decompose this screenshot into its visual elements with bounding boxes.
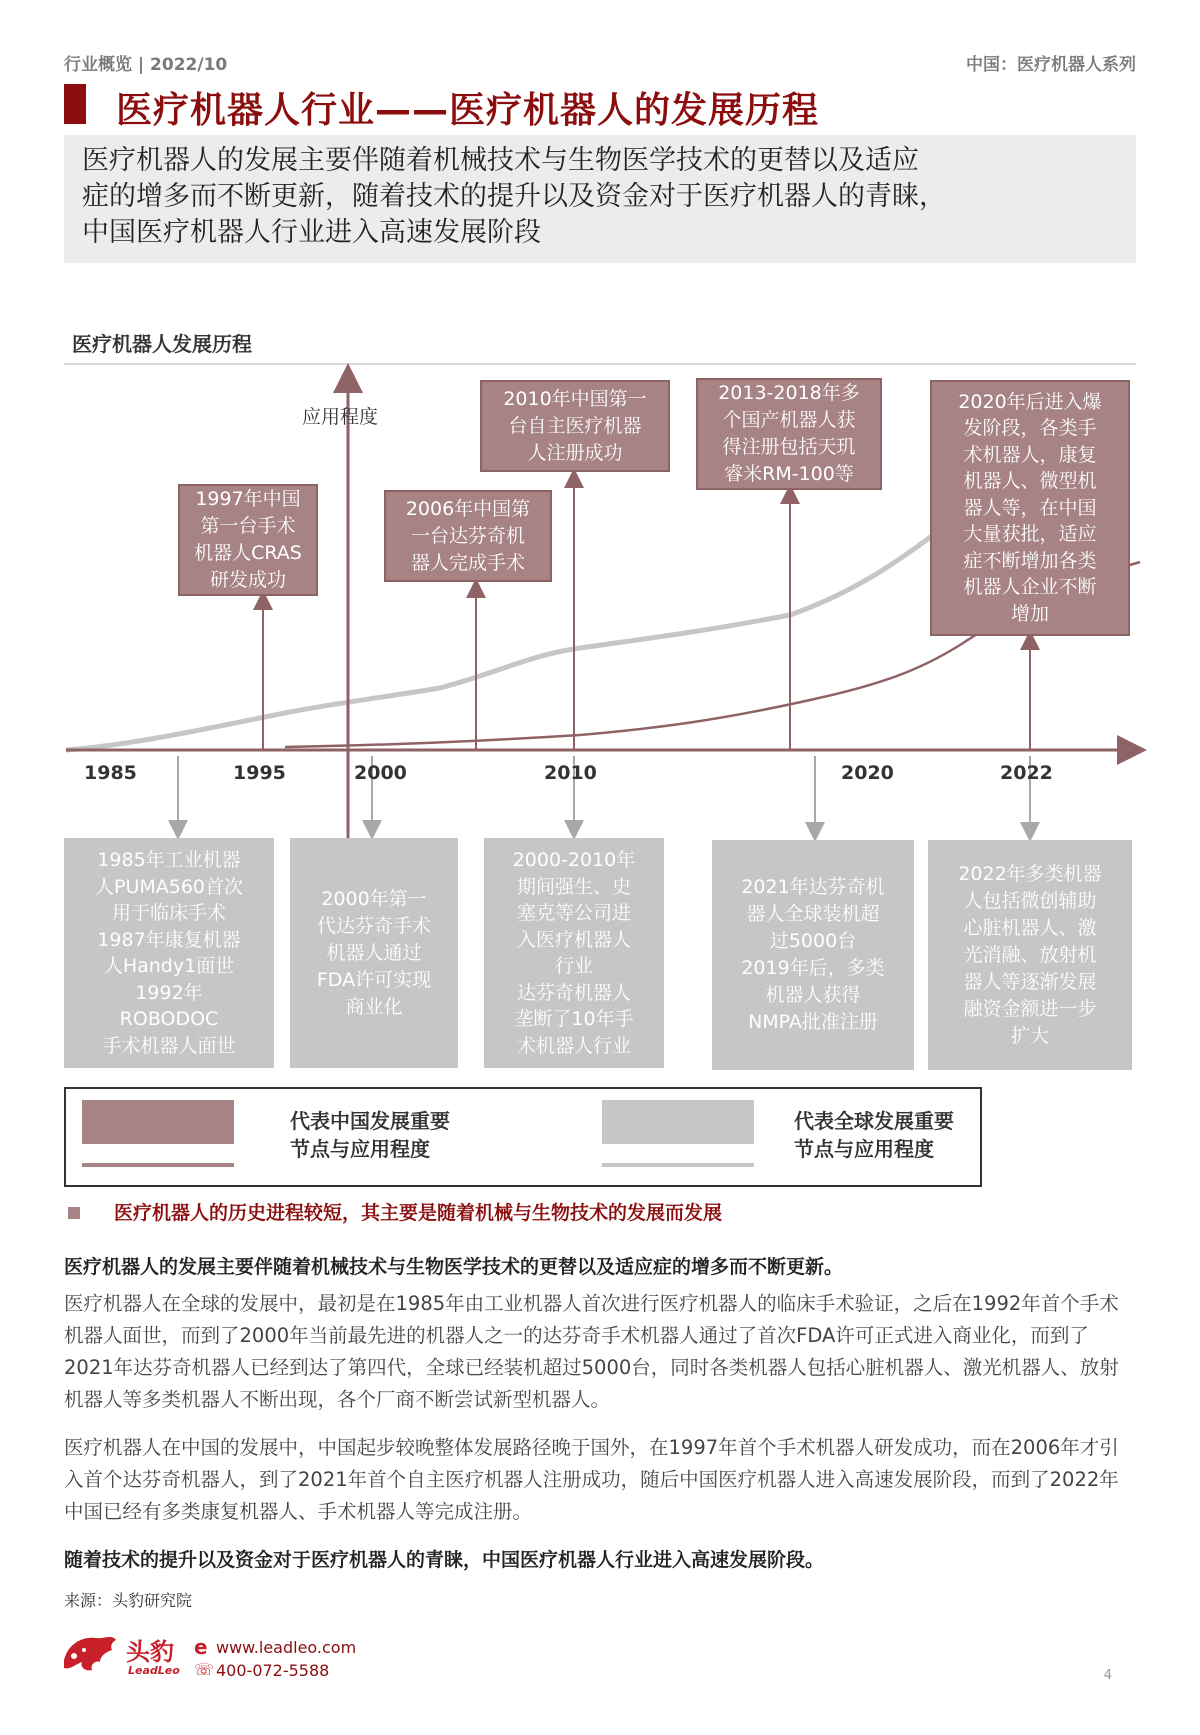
box-line: 融资金额进一步 xyxy=(963,997,1097,1020)
leopard-logo-icon xyxy=(60,1630,120,1678)
website-link[interactable]: www.leadleo.com xyxy=(216,1638,357,1657)
web-icon: e xyxy=(194,1635,208,1659)
brand-name-cn: 头豹 xyxy=(126,1638,174,1666)
box-line: 个国产机器人获 xyxy=(722,409,856,431)
china-milestone-2013-2018 xyxy=(696,378,882,490)
box-line: 2000-2010年 xyxy=(512,849,636,871)
legend-line: 节点与应用程度 xyxy=(290,1137,430,1161)
box-line: 2021年达芬奇机 xyxy=(741,876,885,898)
box-line: 用于临床手术 xyxy=(111,902,226,924)
box-line: 大量获批，适应 xyxy=(963,523,1097,546)
brand-name-en: LeadLeo xyxy=(128,1664,180,1677)
legend-china-swatch xyxy=(82,1100,234,1144)
page-title: 医疗机器人行业——医疗机器人的发展历程 xyxy=(116,90,820,131)
box-line: 1997年中国 xyxy=(195,488,301,510)
box-line: 机器人企业不断 xyxy=(963,576,1097,599)
china-milestone-1997 xyxy=(178,484,318,596)
year-tick-1995: 1995 xyxy=(233,762,286,784)
box-line: 一台达芬奇机 xyxy=(410,524,525,547)
global-milestone-2000 xyxy=(290,838,458,1068)
page-number: 4 xyxy=(1103,1668,1112,1683)
summary-line: 中国医疗机器人行业进入高速发展阶段 xyxy=(82,217,541,248)
box-line: 2022年多类机器 xyxy=(958,862,1102,885)
paragraph-bold-2: 随着技术的提升以及资金对于医疗机器人的青睐，中国医疗机器人行业进入高速发展阶段。 xyxy=(64,1549,825,1571)
box-line: 机器人通过 xyxy=(326,941,422,964)
legend-china-line xyxy=(82,1163,234,1167)
phone-icon: ☏ xyxy=(194,1660,215,1679)
box-line: 器人完成手术 xyxy=(410,551,525,574)
paragraph-china: 医疗机器人在中国的发展中，中国起步较晚整体发展路径晚于国外，在1997年首个手术机器人研发成功，而在2006年才引入首个达芬奇机器人，到了2021年首个自主医疗机器人注册成功，随后中国医疗机器人进入高速发展阶段，而到了2022年中国已经有多类康复机器人、手术机器人等完成注册。 xyxy=(64,1436,1119,1523)
paragraph-global: 医疗机器人在全球的发展中，最初是在1985年由工业机器人首次进行医疗机器人的临床手术验证，之后在1992年首个手术机器人面世，而到了2000年当前最先进的机器人之一的达芬奇手术机器人通过了首次FDA许可正式进入商业化，而到了2021年达芬奇机器人已经到达了第四代，全球已经装机超过5000台，同时各类机器人包括心脏机器人、激光机器人、放射机器人等多类机器人不断出现，各个厂商不断尝试新型机器人。 xyxy=(64,1292,1119,1411)
china-milestone-2010 xyxy=(480,380,670,472)
box-line: 光消融、放射机 xyxy=(963,943,1097,966)
paragraph-bold-1: 医疗机器人的发展主要伴随着机械技术与生物医学技术的更替以及适应症的增多而不断更新。 xyxy=(64,1256,844,1278)
box-line: 行业 xyxy=(554,955,593,977)
legend-china-label xyxy=(290,1107,450,1163)
box-line: 机器人、微型机 xyxy=(963,470,1097,493)
box-line: 商业化 xyxy=(345,995,403,1018)
box-line: 2020年后进入爆 xyxy=(958,390,1102,413)
box-line: 代达芬奇手术 xyxy=(316,914,431,937)
legend-global-swatch xyxy=(602,1100,754,1144)
phone-number: 400-072-5588 xyxy=(216,1661,330,1680)
box-line: 术机器人行业 xyxy=(516,1034,631,1057)
box-line: 2000年第一 xyxy=(321,887,427,910)
legend-line: 代表全球发展重要 xyxy=(794,1109,954,1133)
box-line: 术机器人，康复 xyxy=(963,443,1097,466)
box-line: 塞克等公司进 xyxy=(516,902,631,924)
y-axis-label: 应用程度 xyxy=(302,406,379,428)
box-line: 得注册包括天玑 xyxy=(722,436,856,458)
box-line: 机器人CRAS xyxy=(194,542,302,564)
box-line: 人PUMA560首次 xyxy=(94,875,244,898)
year-tick-2022: 2022 xyxy=(1000,762,1053,784)
box-line: 扩大 xyxy=(1010,1024,1049,1047)
box-line: 睿米RM-100等 xyxy=(724,463,854,485)
box-line: 2019年后，多类 xyxy=(741,957,885,979)
box-line: 1985年工业机器 xyxy=(97,849,241,871)
key-point-heading: 医疗机器人的历史进程较短，其主要是随着机械与生物技术的发展而发展 xyxy=(114,1202,723,1224)
legend-global-label xyxy=(794,1107,954,1163)
source-note: 来源：头豹研究院 xyxy=(64,1591,193,1610)
box-line: 增加 xyxy=(1010,602,1049,625)
box-line: 垄断了10年手 xyxy=(514,1008,634,1030)
box-line: 手术机器人面世 xyxy=(102,1034,236,1057)
global-milestone-1985 xyxy=(64,838,274,1068)
box-line: 心脏机器人、激 xyxy=(963,916,1097,939)
box-line: 研发成功 xyxy=(209,569,286,591)
header-series: 中国：医疗机器人系列 xyxy=(966,55,1136,75)
legend-line: 代表中国发展重要 xyxy=(290,1109,450,1133)
chart-title: 医疗机器人发展历程 xyxy=(72,332,252,356)
box-line: 机器人获得 xyxy=(765,984,861,1006)
box-line: 2006年中国第 xyxy=(405,497,531,520)
box-line: FDA许可实现 xyxy=(316,968,432,991)
box-line: 达芬奇机器人 xyxy=(516,981,631,1004)
year-tick-2000: 2000 xyxy=(354,762,407,784)
china-milestone-2006 xyxy=(384,490,552,582)
box-line: 发阶段，各类手 xyxy=(963,417,1097,440)
box-line: 人Handy1面世 xyxy=(103,955,235,977)
box-line: 期间强生、史 xyxy=(516,875,631,898)
box-line: 人注册成功 xyxy=(527,441,623,464)
summary-line: 医疗机器人的发展主要伴随着机械技术与生物医学技术的更替以及适应 xyxy=(82,145,919,176)
global-milestone-2022 xyxy=(928,840,1132,1070)
box-line: 过5000台 xyxy=(769,930,857,952)
year-tick-2020: 2020 xyxy=(841,762,894,784)
box-line: 器人全球装机超 xyxy=(746,903,880,925)
box-line: 人包括微创辅助 xyxy=(963,889,1097,912)
box-line: 2013-2018年多 xyxy=(718,382,860,404)
year-tick-2010: 2010 xyxy=(544,762,597,784)
box-line: 器人等，在中国 xyxy=(963,496,1097,519)
box-line: 2010年中国第一 xyxy=(503,387,647,410)
legend-global-line xyxy=(602,1163,754,1167)
header-report-type: 行业概览 | 2022/10 xyxy=(64,55,228,75)
box-line: 器人等逐渐发展 xyxy=(963,970,1097,993)
box-line: 第一台手术 xyxy=(200,515,296,537)
box-line: ROBODOC xyxy=(119,1008,219,1030)
china-milestone-2020 xyxy=(930,380,1130,636)
global-milestone-2000-2010 xyxy=(484,838,664,1068)
box-line: 1987年康复机器 xyxy=(97,928,241,951)
box-line: 入医疗机器人 xyxy=(516,928,631,951)
box-line: 症不断增加各类 xyxy=(963,549,1097,572)
box-line: NMPA批准注册 xyxy=(748,1011,878,1033)
year-tick-1985: 1985 xyxy=(84,762,137,784)
box-line: 台自主医疗机器 xyxy=(508,414,642,437)
legend-line: 节点与应用程度 xyxy=(794,1137,934,1161)
summary-line: 症的增多而不断更新，随着技术的提升以及资金对于医疗机器人的青睐， xyxy=(82,181,946,212)
box-line: 1992年 xyxy=(135,981,203,1004)
global-milestone-2021 xyxy=(712,840,914,1070)
bullet-square xyxy=(68,1207,80,1219)
